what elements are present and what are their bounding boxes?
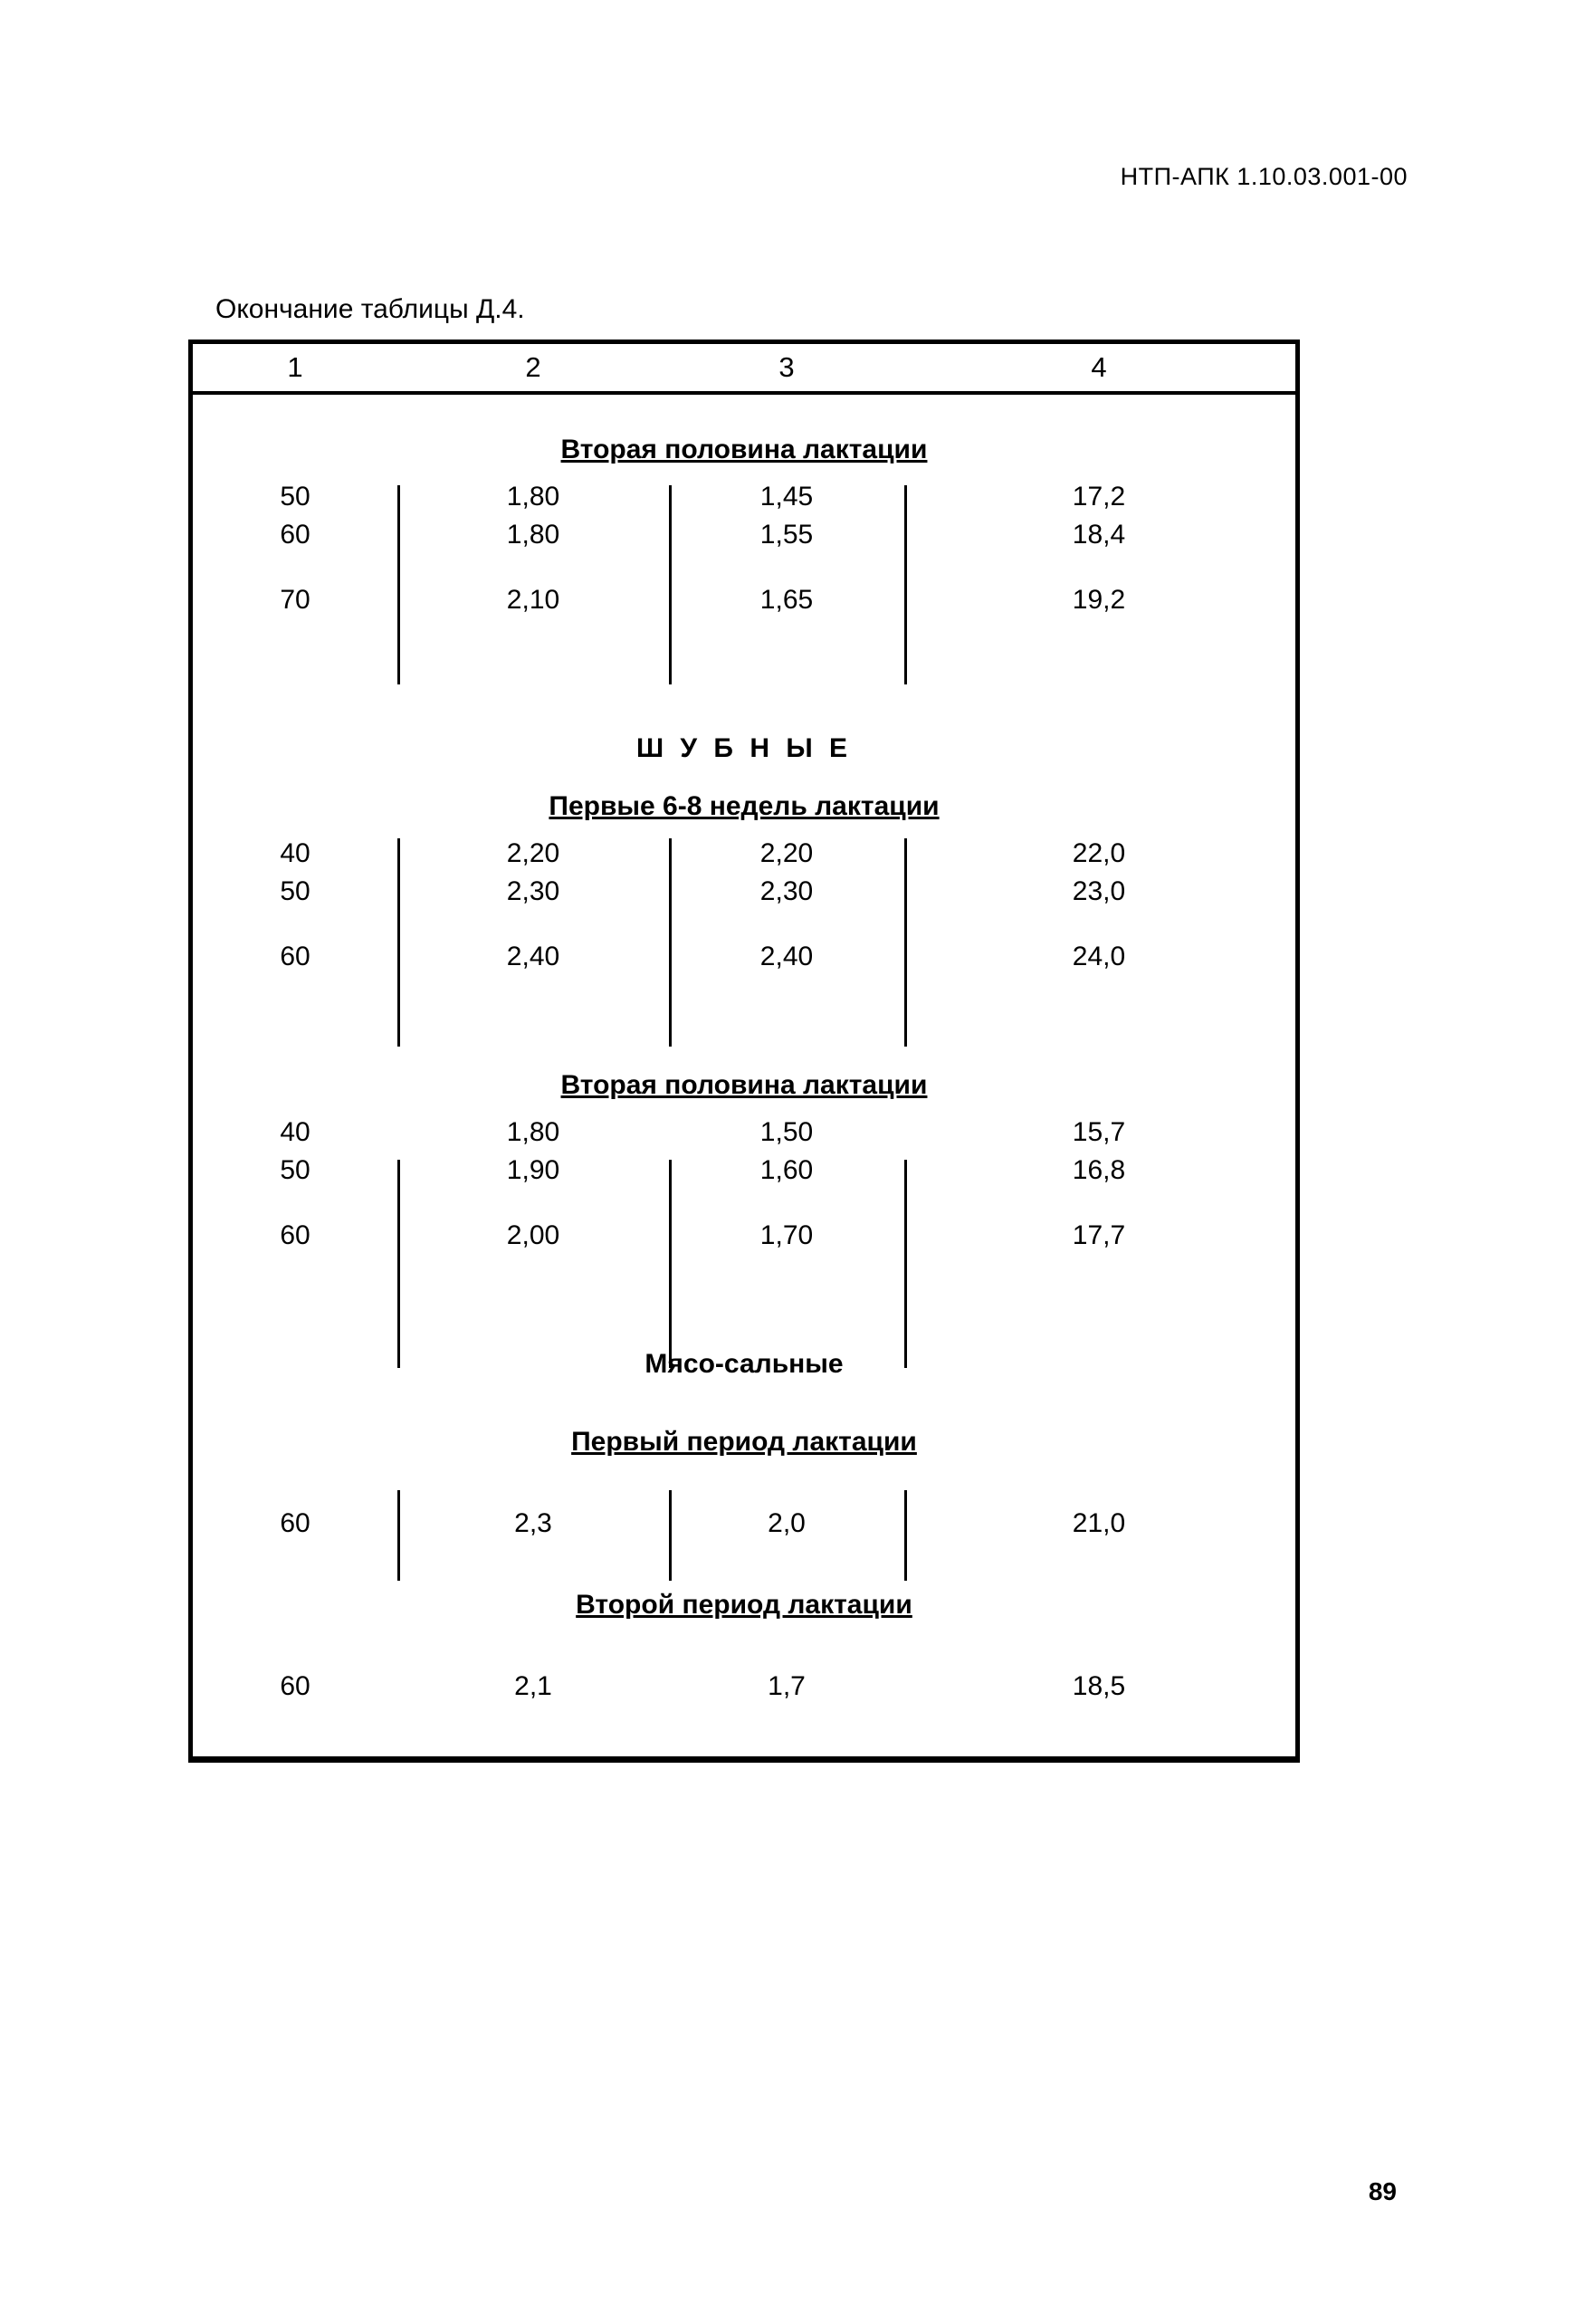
section-title: Второй период лактации: [576, 1590, 912, 1620]
cell-col2: 2,30: [506, 876, 560, 906]
cell-col4: 18,5: [1072, 1671, 1126, 1701]
cell-col1: 40: [280, 1117, 310, 1147]
cell-col4: 17,7: [1072, 1220, 1126, 1250]
cell-col1: 50: [280, 482, 310, 512]
section-title: Мясо-сальные: [645, 1349, 844, 1379]
cell-col1: 50: [280, 876, 310, 906]
cell-col2: 2,3: [514, 1508, 552, 1538]
cell-col2: 2,40: [506, 942, 560, 971]
cell-col3: 1,70: [759, 1220, 814, 1250]
cell-col3: 2,30: [759, 876, 814, 906]
cell-col4: 15,7: [1072, 1117, 1126, 1147]
page-number: 89: [1368, 2177, 1397, 2205]
cell-col1: 60: [280, 1508, 310, 1538]
section-title: Первый период лактации: [571, 1427, 917, 1457]
table-row: [193, 1505, 1295, 1543]
cell-col4: 23,0: [1072, 876, 1126, 906]
cell-col4: 16,8: [1072, 1155, 1126, 1185]
cell-col3: 1,45: [759, 482, 814, 512]
cell-col2: 2,10: [506, 585, 560, 615]
cell-col1: 50: [280, 1155, 310, 1185]
table-row: [193, 1114, 1295, 1152]
cell-col1: 60: [280, 942, 310, 971]
column-header-3: 3: [778, 351, 795, 383]
cell-col3: 1,65: [759, 585, 814, 615]
cell-col2: 1,80: [506, 520, 560, 550]
section-title: Вторая половина лактации: [560, 1070, 928, 1100]
document-header-code: НТП-АПК 1.10.03.001-00: [1120, 163, 1408, 190]
table-caption: Окончание таблицы Д.4.: [215, 294, 525, 324]
cell-col2: 2,20: [506, 838, 560, 868]
cell-col3: 1,60: [759, 1155, 814, 1185]
table-row: [193, 1152, 1295, 1190]
cell-col2: 1,80: [506, 482, 560, 512]
cell-col4: 22,0: [1072, 838, 1126, 868]
column-header-1: 1: [287, 351, 303, 383]
cell-col1: 60: [280, 1671, 310, 1701]
cell-col3: 2,0: [768, 1508, 806, 1538]
cell-col1: 60: [280, 520, 310, 550]
table-row: [193, 516, 1295, 554]
section-title: Вторая половина лактации: [560, 435, 928, 464]
cell-col3: 1,50: [759, 1117, 814, 1147]
cell-col4: 19,2: [1072, 585, 1126, 615]
cell-col4: 17,2: [1072, 482, 1126, 512]
cell-col2: 1,80: [506, 1117, 560, 1147]
column-header-2: 2: [525, 351, 541, 383]
table-column-headers: [193, 344, 1295, 395]
cell-col1: 70: [280, 585, 310, 615]
section-title: Первые 6-8 недель лактации: [549, 791, 940, 821]
cell-col3: 1,7: [768, 1671, 806, 1701]
cell-col3: 2,20: [759, 838, 814, 868]
table-row: [193, 835, 1295, 873]
cell-col4: 24,0: [1072, 942, 1126, 971]
cell-col4: 18,4: [1072, 520, 1126, 550]
table-body: [193, 395, 1295, 1756]
column-header-4: 4: [1091, 351, 1107, 383]
column-separator: [669, 1160, 672, 1368]
cell-col4: 21,0: [1072, 1508, 1126, 1538]
table-row: [193, 873, 1295, 911]
column-separator: [397, 1160, 400, 1368]
cell-col2: 2,1: [514, 1671, 552, 1701]
table-row: [193, 581, 1295, 619]
table-row: [193, 938, 1295, 976]
data-table: [188, 340, 1300, 1763]
cell-col2: 1,90: [506, 1155, 560, 1185]
table-row: [193, 1668, 1295, 1706]
cell-col3: 1,55: [759, 520, 814, 550]
section-title: Ш У Б Н Ы Е: [635, 733, 853, 763]
cell-col3: 2,40: [759, 942, 814, 971]
cell-col1: 40: [280, 838, 310, 868]
cell-col1: 60: [280, 1220, 310, 1250]
table-row: [193, 1217, 1295, 1255]
column-separator: [904, 1160, 907, 1368]
table-row: [193, 478, 1295, 516]
cell-col2: 2,00: [506, 1220, 560, 1250]
